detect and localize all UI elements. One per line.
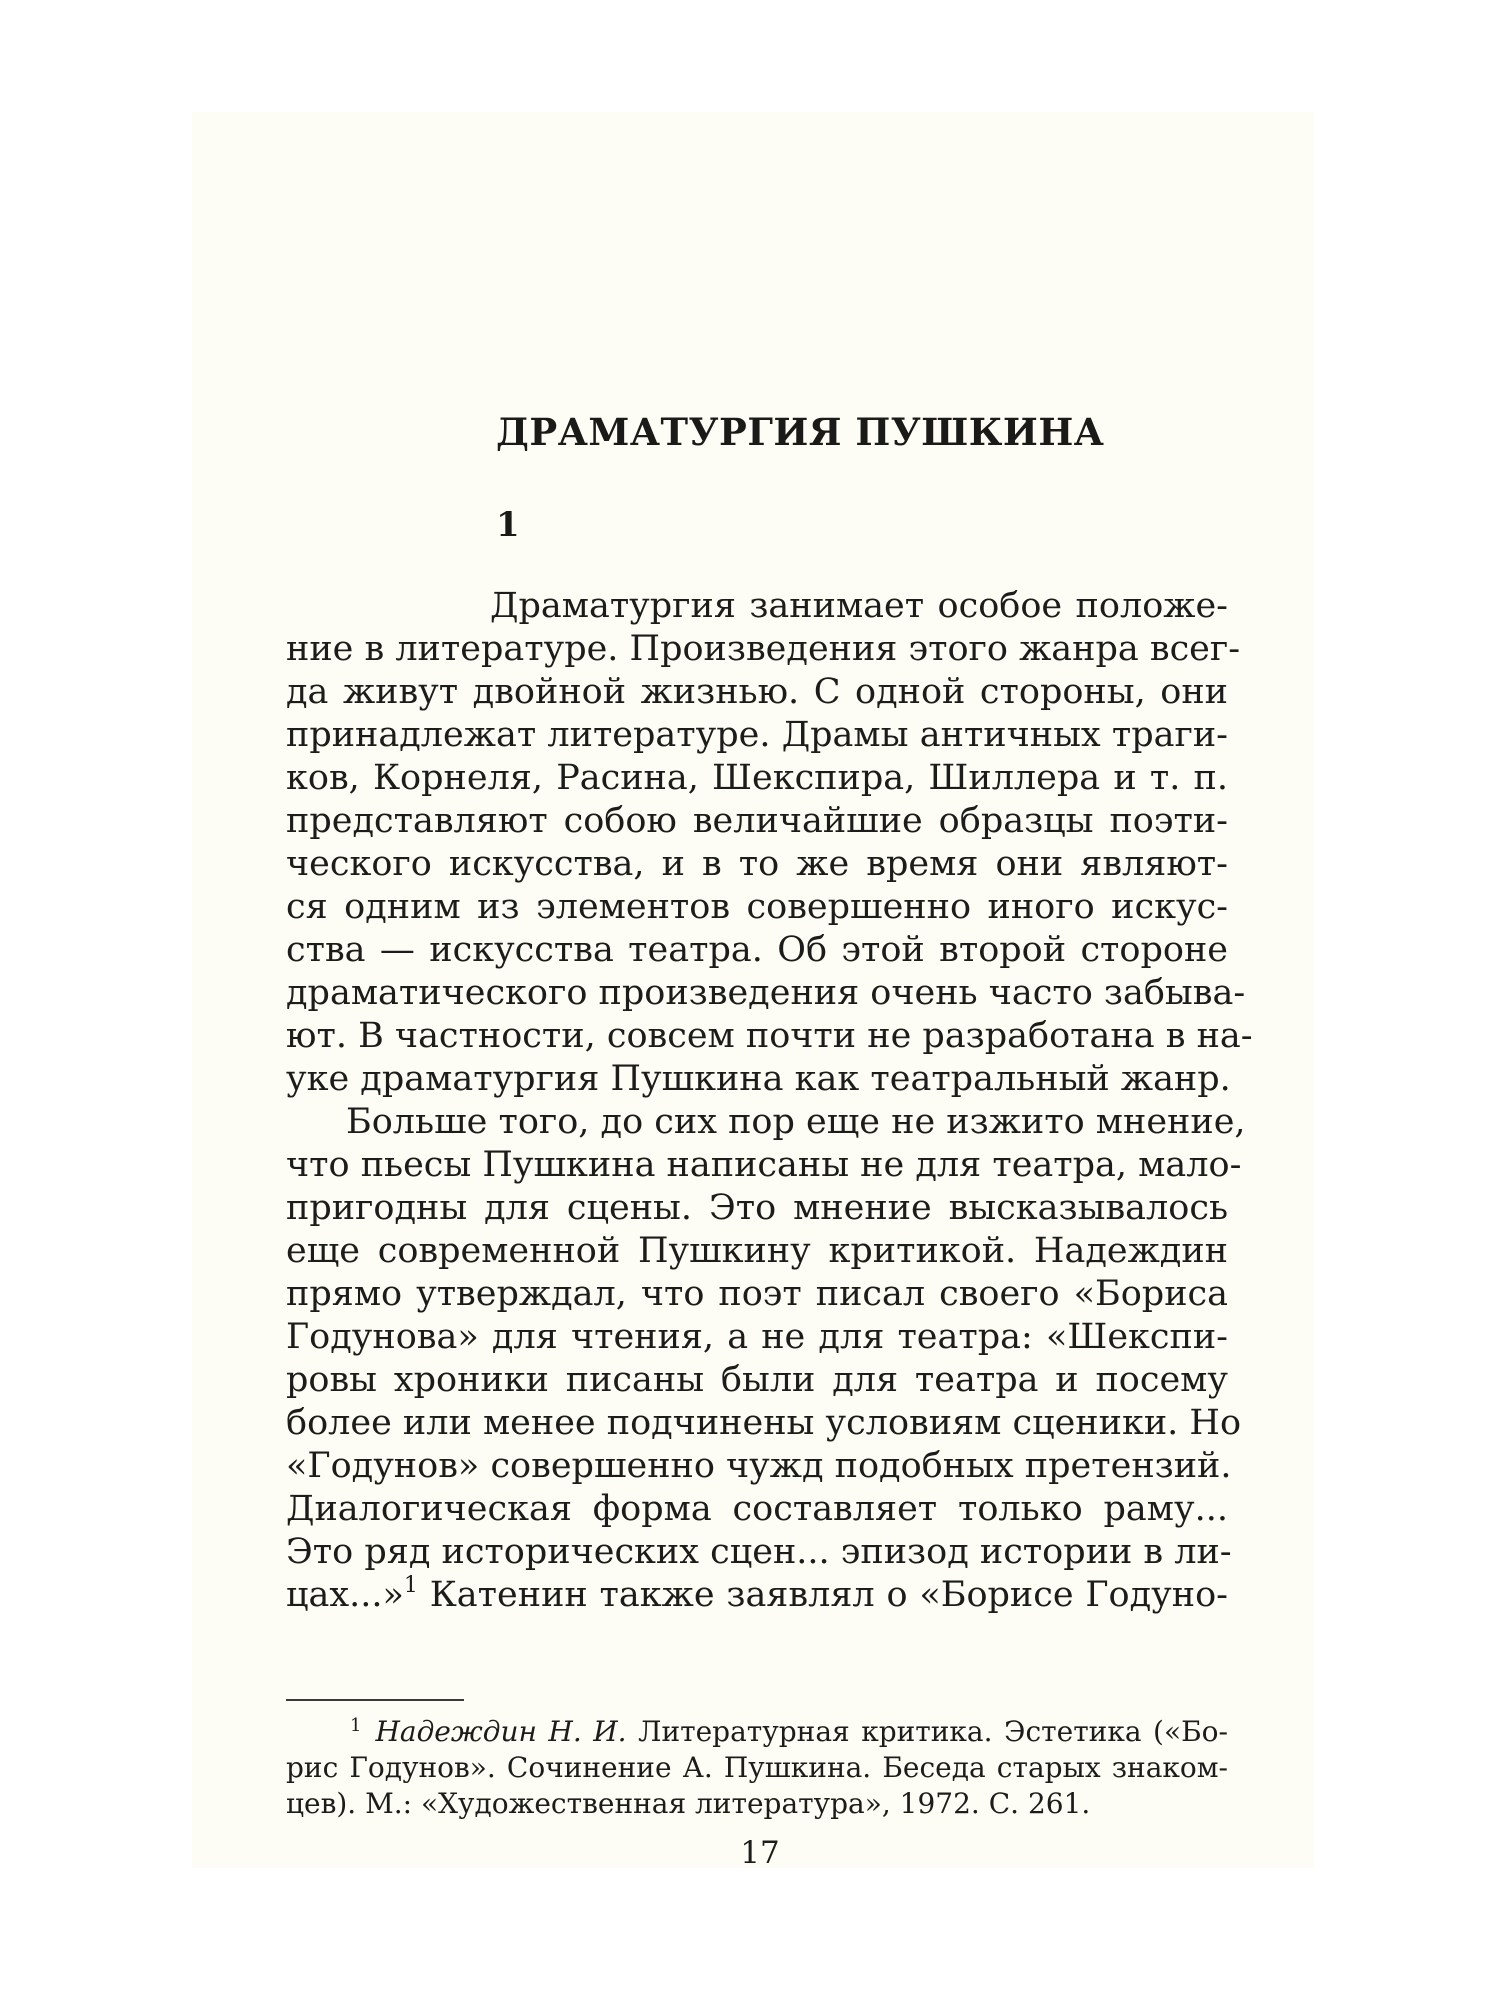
chapter-title: ДРАМАТУРГИЯ ПУШКИНА bbox=[496, 410, 1105, 454]
paragraph-line: что пьесы Пушкина написаны не для театра, мало- bbox=[286, 1145, 1242, 1185]
paragraph-line: ческого искусства, и в то же время они являют- bbox=[286, 844, 1228, 884]
paragraph-last-line bbox=[286, 1573, 1228, 1617]
footnote-reference[interactable]: 1 bbox=[403, 1573, 418, 1598]
footnote-line bbox=[350, 1714, 1228, 1750]
section-number: 1 bbox=[496, 505, 520, 545]
paragraph-line: Драматургия занимает особое положе- bbox=[490, 586, 1228, 626]
footnote-marker: 1 bbox=[350, 1715, 362, 1736]
paragraph-line: прямо утверждал, что поэт писал своего «Бориса bbox=[286, 1274, 1228, 1314]
paragraph-line: ся одним из элементов совершенно иного искус- bbox=[286, 887, 1228, 927]
footnote-separator bbox=[286, 1699, 464, 1701]
paragraph-line: более или менее подчинены условиям сценики. Но bbox=[286, 1403, 1242, 1443]
paragraph-line: ровы хроники писаны были для театра и посему bbox=[286, 1360, 1228, 1400]
paragraph-line: да живут двойной жизнью. С одной стороны, они bbox=[286, 672, 1228, 712]
paragraph-line: Больше того, до сих пор еще не изжито мнение, bbox=[346, 1102, 1246, 1142]
line-text-end: Катенин также заявлял о «Борисе Годуно- bbox=[417, 1575, 1228, 1615]
footnote-line: цев). М.: «Художественная литература», 1972. С. 261. bbox=[286, 1787, 1091, 1820]
line-text-start: цах...» bbox=[286, 1575, 404, 1615]
paragraph-line: ства — искусства театра. Об этой второй стороне bbox=[286, 930, 1228, 970]
paragraph-line: «Годунов» совершенно чужд подобных претензий. bbox=[286, 1446, 1232, 1486]
paragraph-line: ков, Корнеля, Расина, Шекспира, Шиллера и т. п. bbox=[286, 758, 1228, 798]
paragraph-line: Это ряд исторических сцен... эпизод истории в ли- bbox=[286, 1532, 1232, 1572]
page-number: 17 bbox=[740, 1835, 780, 1871]
footnote-line: рис Годунов». Сочинение А. Пушкина. Беседа старых знаком- bbox=[286, 1751, 1228, 1784]
paragraph-line: Диалогическая форма составляет только раму... bbox=[286, 1489, 1228, 1529]
paragraph-line: ние в литературе. Произведения этого жанра всег- bbox=[286, 629, 1241, 669]
paragraph-line: Годунова» для чтения, а не для театра: «Шекспи- bbox=[286, 1317, 1228, 1357]
paragraph-line: принадлежат литературе. Драмы античных траги- bbox=[286, 715, 1228, 755]
paragraph-line: представляют собою величайшие образцы поэти- bbox=[286, 801, 1228, 841]
paragraph-line: уке драматургия Пушкина как театральный жанр. bbox=[286, 1059, 1231, 1099]
footnote-text: Литературная критика. Эстетика («Бо- bbox=[626, 1715, 1228, 1748]
footnote-author: Надеждин Н. И. bbox=[375, 1715, 627, 1748]
paragraph-line: драматического произведения очень часто забыва- bbox=[286, 973, 1246, 1013]
paragraph-line: еще современной Пушкину критикой. Надеждин bbox=[286, 1231, 1228, 1271]
paragraph-line: ют. В частности, совсем почти не разработана в на- bbox=[286, 1016, 1253, 1056]
paragraph-line: пригодны для сцены. Это мнение высказывалось bbox=[286, 1188, 1228, 1228]
